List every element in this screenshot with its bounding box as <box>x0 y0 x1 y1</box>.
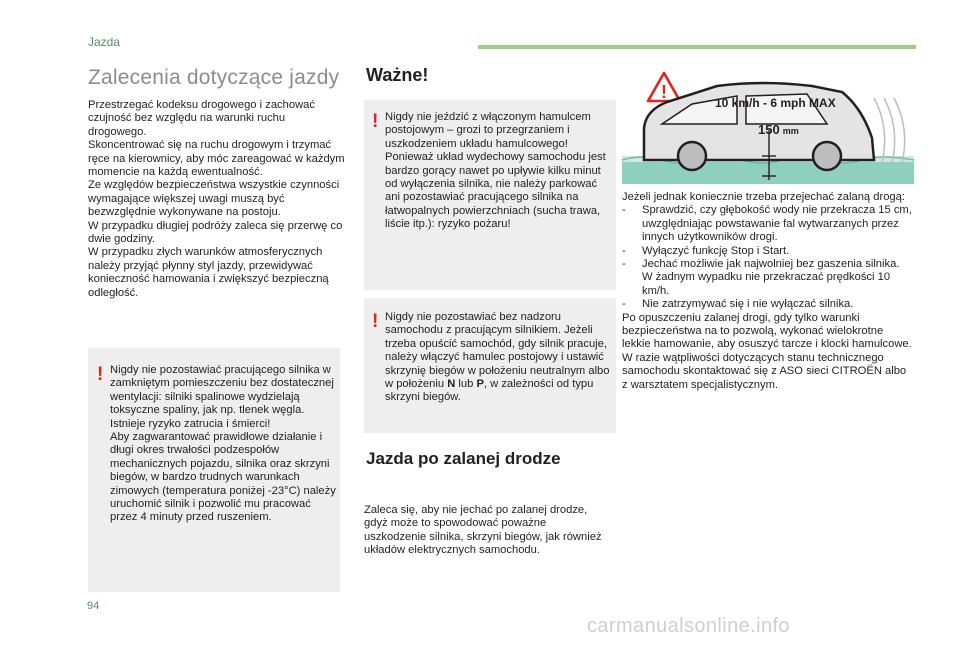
warning-exclamation-icon: ! <box>372 111 379 132</box>
warning-text-parking-brake: Nigdy nie jeździć z włączonym hamulcem postojowym – grozi to przegrzaniem i uszkodzeniem układu hamulcowego! Ponieważ układ wydechowy samochodu jest bardzo gorący nawet po upływie kilku minut od wyłączenia silnika, nie należy parkować ani pozostawiać pracującego silnika na łatwopalnych powierzchniach (sucha trawa, liście itp.): ryzyko pożaru! <box>385 111 606 231</box>
flooded-road-intro: Jeżeli jednak koniecznie trzeba przejechać zalaną drogą: <box>622 191 905 203</box>
list-item: - Wyłączyć funkcję Stop i Start. <box>622 244 790 257</box>
page-number: 94 <box>87 600 100 612</box>
driving-advice-paragraph: Przestrzegać kodeksu drogowego i zachować czujność bez względu na warunki ruchu drogowego. Skoncentrować się na ruchu drogowym i trzymać ręce na kierownicy, aby móc zareagować w każdym momencie na każdą ewentualność. Ze względów bezpieczeństwa wszystkie czynności wymagające większej uwagi muszą być bezwzględnie wykonywane na postoju. W przypadku długiej podróży zaleca się przerwę co dwie godziny. W przypadku złych warunków atmosferycznych należy przyjąć płynny styl jazdy, przewidywać konieczność hamowania i zwiększyć bezpieczną odległość. <box>88 99 345 299</box>
gear-position-p: P <box>476 378 484 391</box>
list-item: - Jechać możliwie jak najwolniej bez gaszenia silnika. W żadnym wypadku nie przekraczać prędkości 10 km/h. <box>622 258 900 297</box>
list-item: - Nie zatrzymywać się i nie wyłączać silnika. <box>622 298 854 311</box>
section-title-flooded-road: Jazda po zalanej drodze <box>366 449 561 468</box>
flooded-road-illustration <box>622 68 914 184</box>
water-depth-label: 150 mm <box>758 122 799 137</box>
warning-exclamation-icon: ! <box>97 364 104 385</box>
section-label: Jazda <box>88 35 121 49</box>
section-title-important: Ważne! <box>366 65 429 85</box>
section-divider-bar <box>478 45 916 49</box>
warning-text-unattended-vehicle: Nigdy nie pozostawiać bez nadzoru samochodu z pracującym silnikiem. Jeżeli trzeba opuścić samochód, gdy silnik pracuje, należy włączyć hamulec postojowy i ustawić skrzynię biegów w położeniu neutralnym albo w położeniu N lub P, w zależności od typu skrzyni biegów. <box>385 311 610 404</box>
warning-box-unattended-vehicle <box>364 298 616 433</box>
svg-text:!: ! <box>661 82 667 102</box>
watermark-text: carmanualsonline.info <box>587 615 790 637</box>
flooded-road-outro: Po opuszczeniu zalanej drogi, gdy tylko warunki bezpieczeństwa na to pozwolą, wykonać wielokrotne lekkie hamowanie, aby osuszyć tarcze i klocki hamulcowe. W razie wątpliwości dotyczących stanu technicznego samochodu skontaktować się z ASO sieci CITROËN albo z warsztatem specjalistycznym. <box>622 311 912 391</box>
warning-box-engine-indoors <box>88 348 340 592</box>
warning-box-parking-brake <box>364 100 616 290</box>
hazard-triangle-icon <box>648 73 680 102</box>
speed-motion-lines <box>874 98 905 163</box>
flooded-road-paragraph: Zaleca się, aby nie jechać po zalanej drodze, gdyż może to spowodować poważne uszkodzenie silnika, skrzyni biegów, jak również układów elektrycznych samochodu. <box>364 504 602 557</box>
warning-exclamation-icon: ! <box>372 311 379 332</box>
list-item: - Sprawdzić, czy głębokość wody nie przekracza 15 cm, uwzględniając powstawanie fal wytwarzanych przez innych użytkowników drogi. <box>622 204 912 244</box>
speed-limit-label: 10 km/h - 6 mph MAX <box>715 96 836 110</box>
flooded-road-steps-list <box>622 204 912 311</box>
warning-text-engine-indoors: Nigdy nie pozostawiać pracującego silnika w zamkniętym pomieszczeniu bez dostatecznej wentylacji: silniki spalinowe wydzielają toksyczne spaliny, jak np. tlenek węgla. Istnieje ryzyko zatrucia i śmierci! Aby zagwarantować prawidłowe działanie i długi okres trwałości podzespołów mechanicznych pojazdu, silnika oraz skrzyni biegów, w bardzo trudnych warunkach zimowych (temperatura poniżej -23°C) należy uruchomić silnik i pozwolić mu pracować przez 4 minuty przed ruszeniem. <box>110 364 336 524</box>
gear-position-n: N <box>447 378 456 391</box>
section-title-driving-advice: Zalecenia dotyczące jazdy <box>88 66 340 89</box>
